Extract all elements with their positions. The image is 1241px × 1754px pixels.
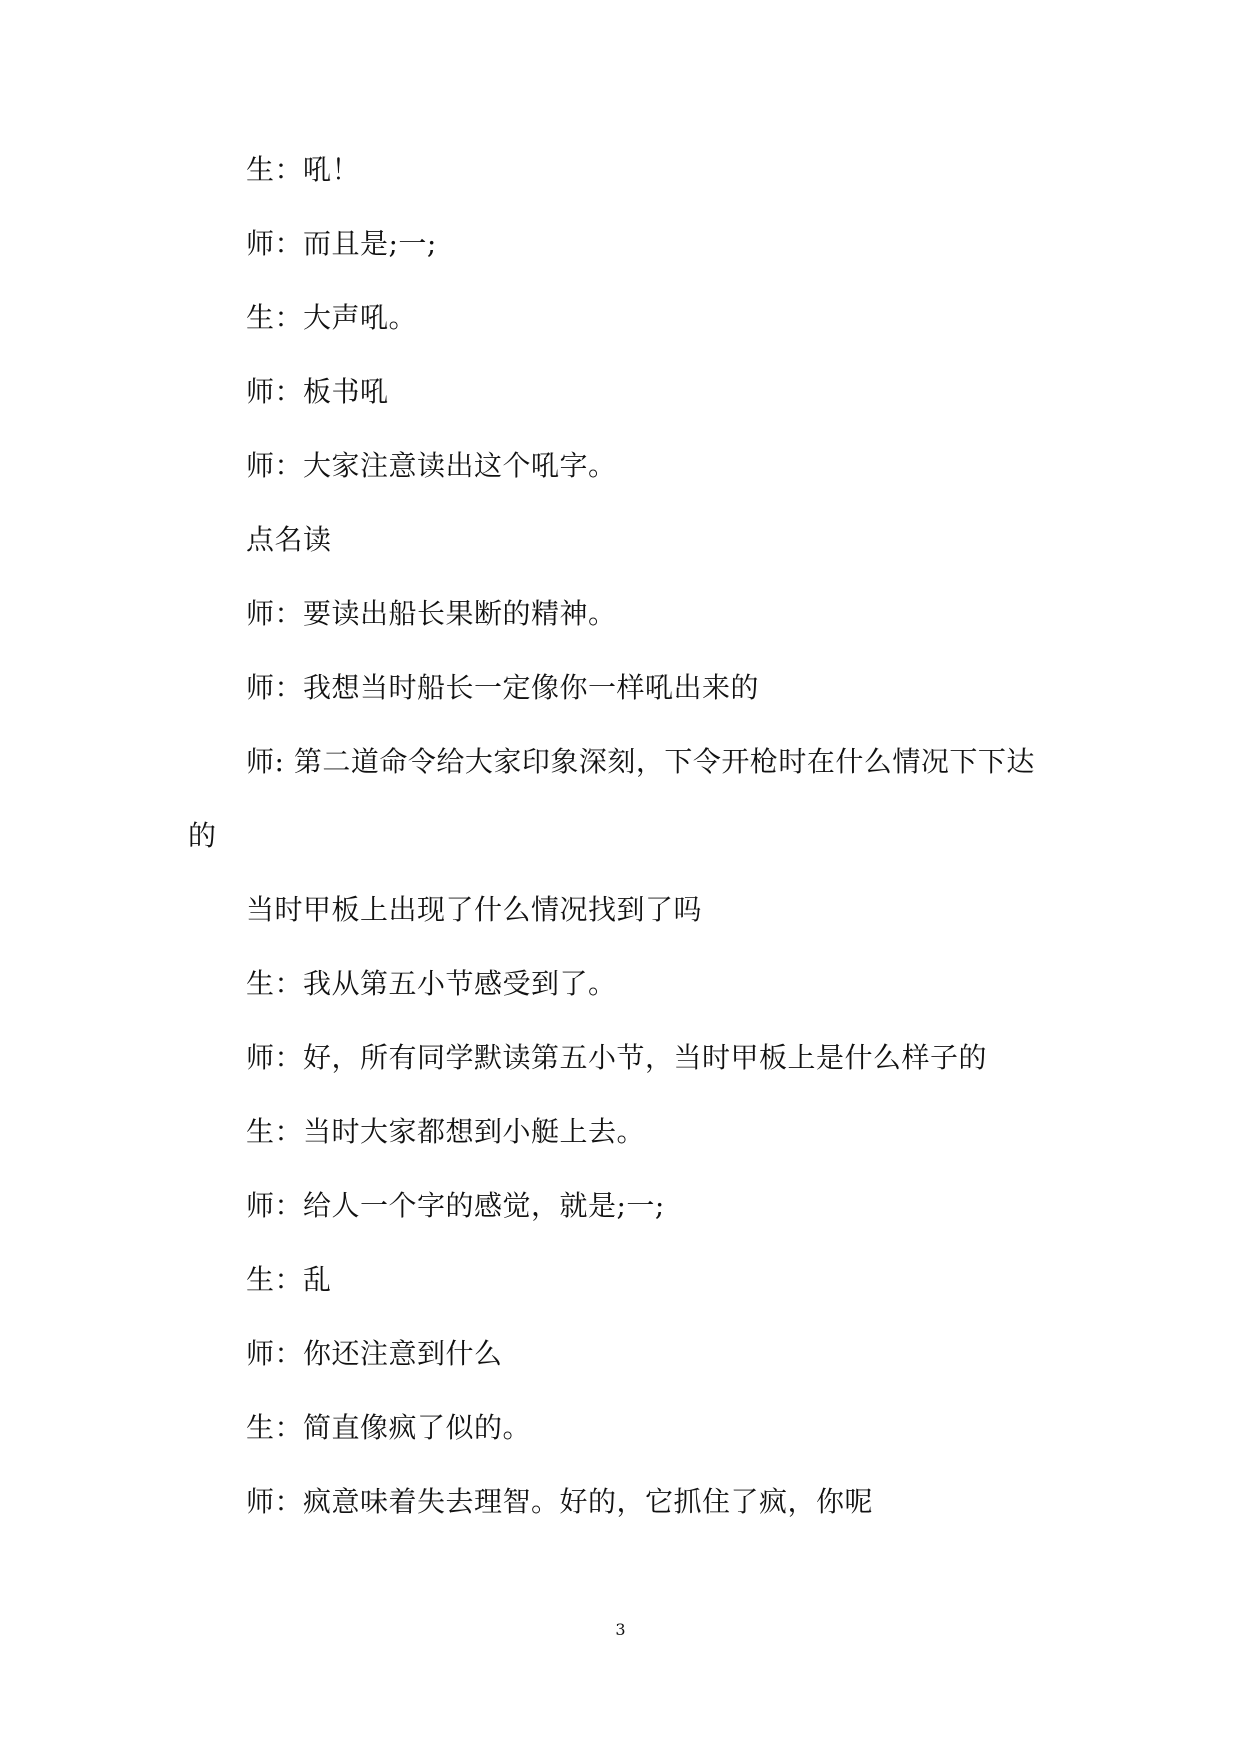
text-line: 生：我从第五小节感受到了。: [246, 967, 617, 1000]
text-line: 生：大声吼。: [246, 301, 418, 334]
text-line: 师：你还注意到什么: [246, 1337, 503, 1370]
page-number: 3: [615, 1620, 626, 1639]
text-line: 生：吼！: [246, 153, 361, 186]
text-line: 生：简直像疯了似的。: [246, 1411, 532, 1444]
text-line: 师：好，所有同学默读第五小节，当时甲板上是什么样子的: [246, 1041, 988, 1074]
text-line: 师：我想当时船长一定像你一样吼出来的: [246, 671, 760, 704]
text-line: 师：而且是;一;: [246, 227, 437, 260]
text-line: 师：要读出船长果断的精神。: [246, 597, 617, 630]
text-line: 师：板书吼: [246, 375, 389, 408]
text-line: 生：当时大家都想到小艇上去。: [246, 1115, 646, 1148]
text-line: 生：乱: [246, 1263, 332, 1296]
text-line: 师：大家注意读出这个吼字。: [246, 449, 617, 482]
text-line: 师: 第二道命令给大家印象深刻，下令开枪时在什么情况下下达: [246, 745, 1035, 778]
text-line: 师：疯意味着失去理智。好的，它抓住了疯，你呢: [246, 1485, 874, 1518]
text-line-continuation: 的: [188, 819, 217, 852]
text-line: 当时甲板上出现了什么情况找到了吗: [246, 893, 703, 926]
text-line: 点名读: [246, 523, 332, 556]
text-line: 师：给人一个字的感觉，就是;一;: [246, 1189, 665, 1222]
